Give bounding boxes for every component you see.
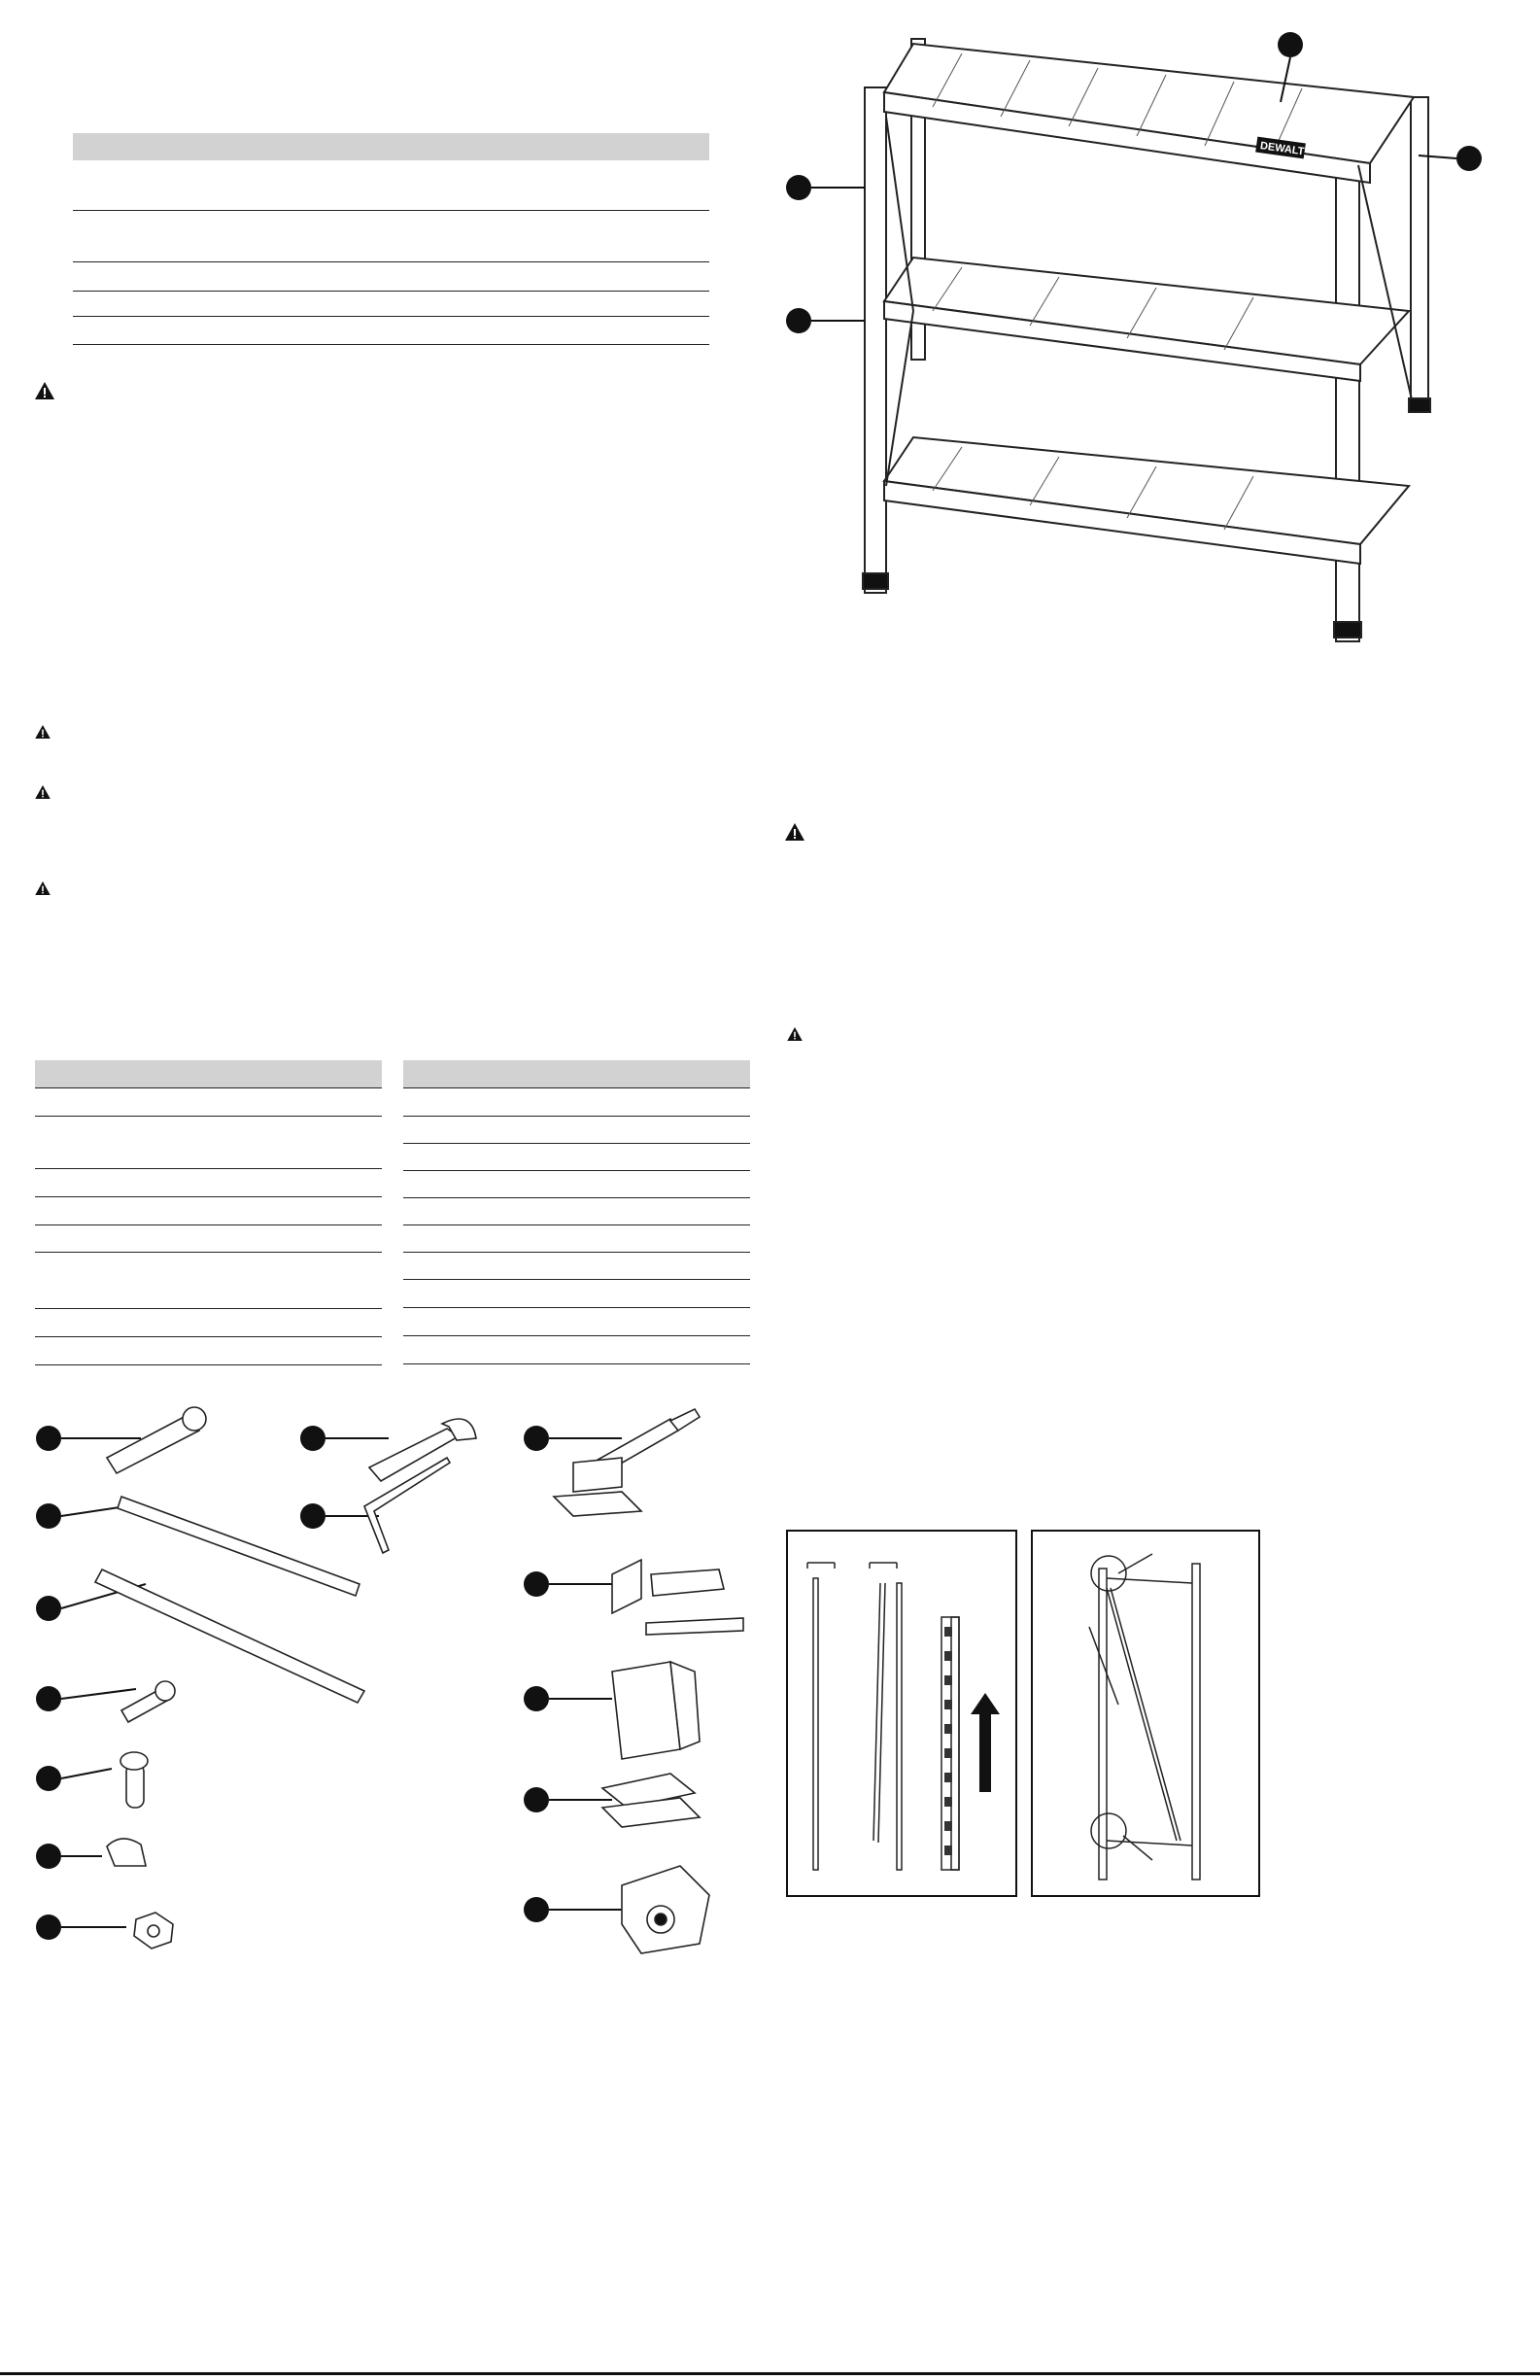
callout-dot: [1278, 32, 1303, 57]
table-rule: [35, 1087, 382, 1088]
callout-dot: [1456, 146, 1482, 171]
table-rule: [403, 1335, 750, 1336]
table-rule: [73, 316, 709, 317]
callout-dot: [524, 1686, 549, 1711]
specifications-table: [73, 133, 709, 347]
callout-dot: [36, 1686, 61, 1711]
callout-dot: [36, 1426, 61, 1451]
table-rule: [403, 1363, 750, 1364]
table-header-band: [73, 133, 709, 160]
parts-list-table-left: [35, 1060, 382, 1366]
table-rule: [35, 1224, 382, 1225]
table-header-band: [403, 1060, 750, 1087]
upright-assembly-illustration: [786, 1530, 1017, 1897]
warning-triangle-icon: [787, 1027, 803, 1041]
table-rule: [73, 210, 709, 211]
table-rule: [403, 1307, 750, 1308]
table-rule: [35, 1308, 382, 1309]
callout-dot: [36, 1596, 61, 1621]
warning-triangle-icon: [35, 785, 51, 799]
table-rule: [403, 1170, 750, 1171]
warning-triangle-icon: [785, 823, 804, 841]
cross-brace-detail-illustration: [1031, 1530, 1260, 1897]
callout-dot: [300, 1503, 325, 1529]
warning-triangle-icon: [35, 725, 51, 739]
table-header-band: [35, 1060, 382, 1087]
hardware-parts-illustration: [0, 1380, 768, 1963]
table-rule: [73, 344, 709, 345]
table-rule: [403, 1087, 750, 1088]
table-rule: [73, 291, 709, 292]
table-rule: [403, 1143, 750, 1144]
callout-dot: [786, 308, 811, 333]
callout-dot: [36, 1914, 61, 1940]
warning-triangle-icon: [35, 382, 54, 399]
callout-dot: [524, 1787, 549, 1812]
table-rule: [35, 1364, 382, 1365]
table-rule: [403, 1279, 750, 1280]
table-rule: [35, 1116, 382, 1117]
parts-list-table-right: [403, 1060, 750, 1366]
table-rule: [35, 1336, 382, 1337]
callout-dot: [524, 1571, 549, 1597]
brand-logo: DEWALT: [1259, 140, 1306, 158]
table-rule: [403, 1252, 750, 1253]
callout-dot: [786, 175, 811, 200]
callout-dot: [524, 1426, 549, 1451]
shelving-unit-illustration: [777, 19, 1516, 641]
table-rule: [35, 1168, 382, 1169]
table-rule: [35, 1252, 382, 1253]
callout-dot: [36, 1503, 61, 1529]
table-rule: [35, 1196, 382, 1197]
callout-dot: [300, 1426, 325, 1451]
callout-dot: [524, 1897, 549, 1922]
warning-triangle-icon: [35, 881, 51, 895]
table-rule: [403, 1116, 750, 1117]
table-rule: [403, 1224, 750, 1225]
page-bottom-rule: [0, 2372, 1540, 2375]
callout-dot: [36, 1766, 61, 1791]
table-rule: [403, 1197, 750, 1198]
table-rule: [73, 261, 709, 262]
callout-dot: [36, 1844, 61, 1869]
